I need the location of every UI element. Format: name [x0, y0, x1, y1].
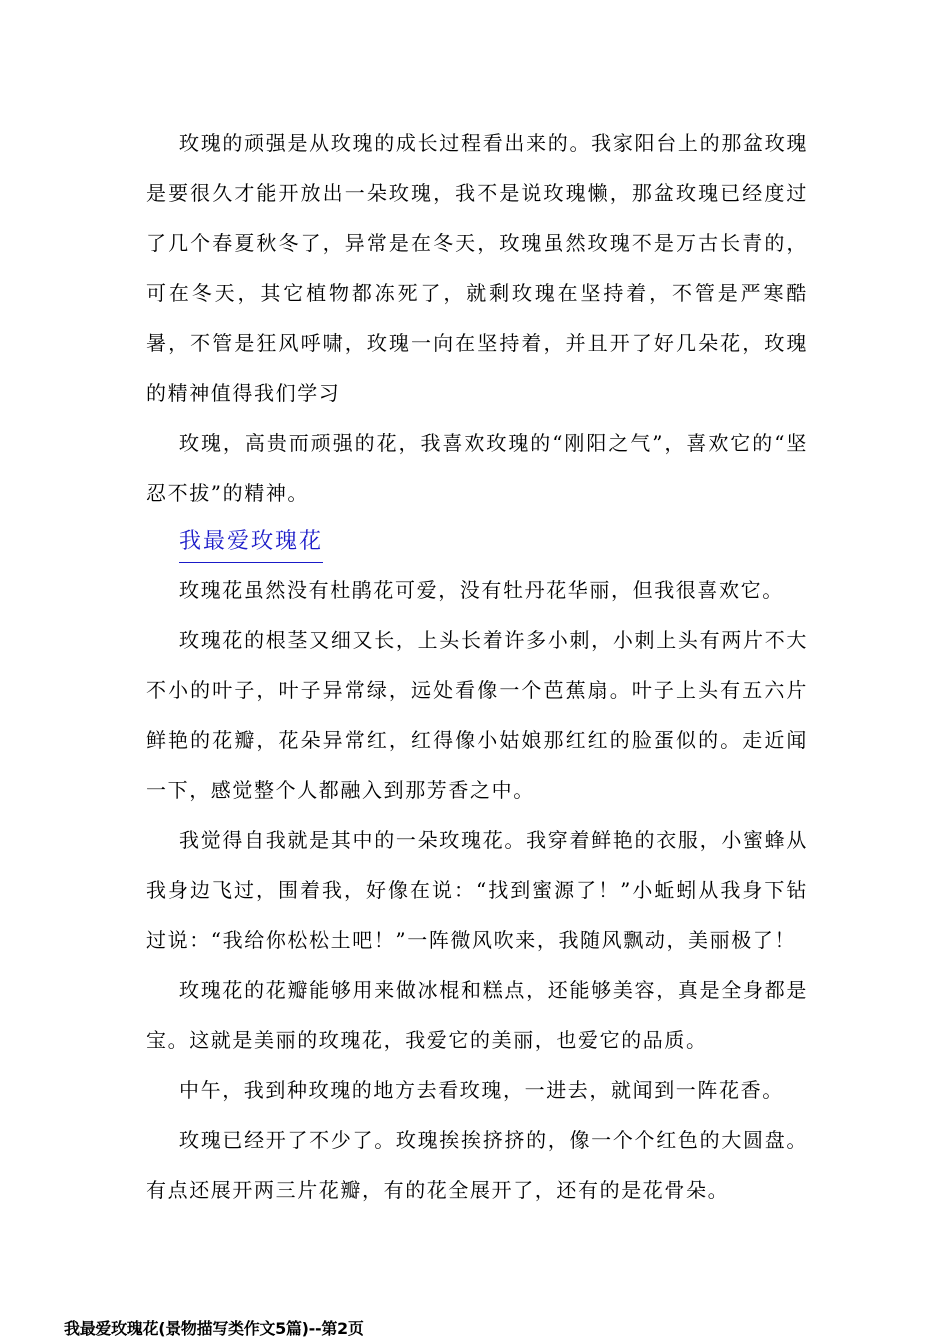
section-heading-link[interactable]: 我最爱玫瑰花 [179, 522, 323, 563]
paragraph-blooming: 玫瑰已经开了不少了。玫瑰挨挨挤挤的，像一个个红色的大圆盘。有点还展开两三片花瓣，有的花全展开了，还有的是花骨朵。 [146, 1128, 808, 1202]
paragraph-noon-visit: 中午，我到种玫瑰的地方去看玫瑰，一进去，就闻到一阵花香。 [179, 1078, 784, 1102]
paragraph-uses: 玫瑰花的花瓣能够用来做冰棍和糕点，还能够美容，真是全身都是宝。这就是美丽的玫瑰花，我爱它的美丽，也爱它的品质。 [146, 978, 808, 1052]
paragraph-rose-noble: 玫瑰，高贵而顽强的花，我喜欢玫瑰的“刚阳之气”，喜欢它的“坚忍不拔”的精神。 [146, 431, 808, 505]
page-footer: 我最爱玫瑰花(景物描写类作文5篇)--第2页 [64, 1319, 364, 1338]
paragraph-intro: 玫瑰花虽然没有杜鹃花可爱，没有牡丹花华丽，但我很喜欢它。 [179, 578, 784, 602]
paragraph-imagination: 我觉得自我就是其中的一朵玫瑰花。我穿着鲜艳的衣服，小蜜蜂从我身边飞过，围着我，好像在说：“找到蜜源了！”小蚯蚓从我身下钻过说：“我给你松松土吧！”一阵微风吹来，我随风飘动，美丽极了！ [146, 828, 808, 952]
paragraph-rose-tenacity: 玫瑰的顽强是从玫瑰的成长过程看出来的。我家阳台上的那盆玫瑰是要很久才能开放出一朵玫瑰，我不是说玫瑰懒，那盆玫瑰已经度过了几个春夏秋冬了，异常是在冬天，玫瑰虽然玫瑰不是万古长青的，可在冬天，其它植物都冻死了，就剩玫瑰在坚持着，不管是严寒酷暑，不管是狂风呼啸，玫瑰一向在坚持着，并且开了好几朵花，玫瑰的精神值得我们学习 [146, 131, 808, 405]
paragraph-description: 玫瑰花的根茎又细又长，上头长着许多小刺，小刺上头有两片不大不小的叶子，叶子异常绿，远处看像一个芭蕉扇。叶子上头有五六片鲜艳的花瓣，花朵异常红，红得像小姑娘那红红的脸蛋似的。走近闻一下，感觉整个人都融入到那芳香之中。 [146, 628, 808, 802]
document-body [146, 118, 808, 1215]
